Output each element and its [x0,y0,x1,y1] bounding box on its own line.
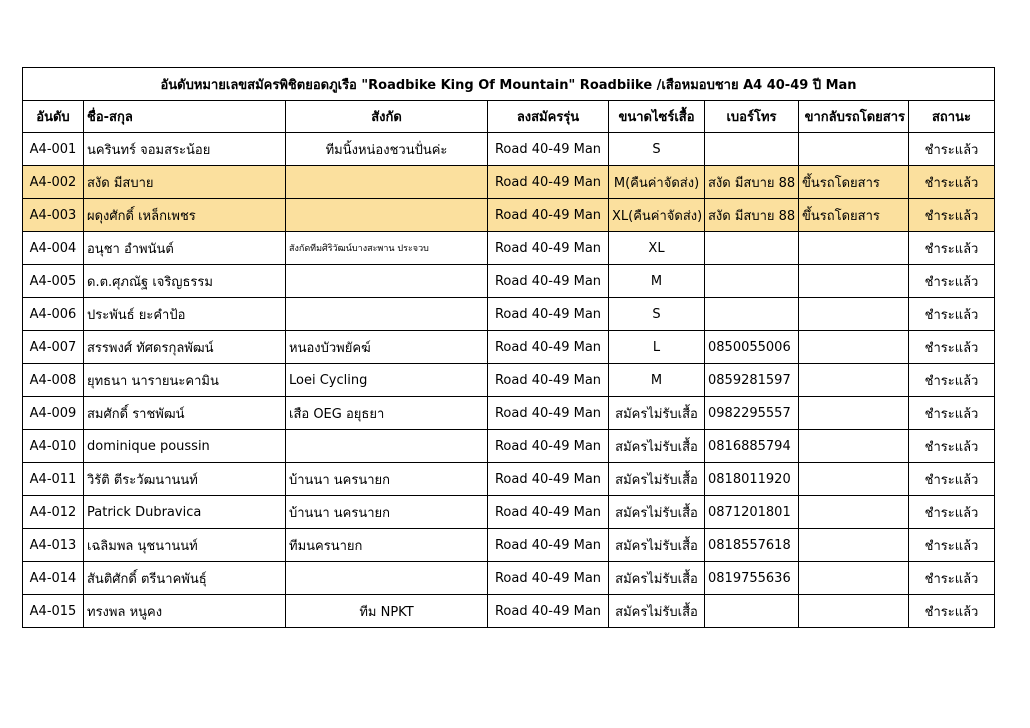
cell-return-bus [799,133,909,166]
cell-status: ชำระแล้ว [909,364,995,397]
header-name: ชื่อ-สกุล [84,101,286,133]
table-row [23,133,995,166]
cell-rank: A4-006 [23,298,84,331]
table-row [23,562,995,595]
cell-return-bus [799,397,909,430]
cell-return-bus [799,562,909,595]
cell-club [286,166,488,199]
cell-category: Road 40-49 Man [488,463,609,496]
cell-status: ชำระแล้ว [909,430,995,463]
cell-shirt-size: M [609,364,705,397]
header-shirt-size: ขนาดไซร์เสื้อ [609,101,705,133]
cell-rank: A4-013 [23,529,84,562]
cell-phone: 0871201801 [705,496,799,529]
cell-club: หนองบัวพยัคฆ์ [286,331,488,364]
cell-status: ชำระแล้ว [909,232,995,265]
cell-rank: A4-002 [23,166,84,199]
cell-rank: A4-008 [23,364,84,397]
cell-return-bus [799,430,909,463]
cell-rank: A4-009 [23,397,84,430]
cell-shirt-size: XL [609,232,705,265]
cell-name: สมศักดิ์ ราชพัฒน์ [84,397,286,430]
header-row [23,101,995,133]
table-row [23,430,995,463]
header-status: สถานะ [909,101,995,133]
cell-name: ทรงพล หนูคง [84,595,286,628]
cell-club: บ้านนา นครนายก [286,463,488,496]
header-club: สังกัด [286,101,488,133]
cell-status: ชำระแล้ว [909,166,995,199]
cell-category: Road 40-49 Man [488,133,609,166]
cell-status: ชำระแล้ว [909,298,995,331]
cell-return-bus [799,364,909,397]
cell-return-bus [799,265,909,298]
title-row [23,68,995,101]
header-phone: เบอร์โทร [705,101,799,133]
cell-shirt-size: XL(คืนค่าจัดส่ง) [609,199,705,232]
cell-return-bus: ขึ้นรถโดยสาร [799,199,909,232]
cell-category: Road 40-49 Man [488,397,609,430]
table-row [23,364,995,397]
cell-club [286,199,488,232]
cell-club: ทีมนิ้งหน่องชวนปั่นค่ะ [286,133,488,166]
cell-phone [705,232,799,265]
cell-return-bus [799,496,909,529]
cell-status: ชำระแล้ว [909,463,995,496]
cell-phone: 0819755636 [705,562,799,595]
registration-table [22,67,995,628]
cell-status: ชำระแล้ว [909,331,995,364]
header-category: ลงสมัครรุ่น [488,101,609,133]
cell-club [286,298,488,331]
cell-phone: 0850055006 [705,331,799,364]
cell-phone [705,133,799,166]
cell-phone: 0859281597 [705,364,799,397]
cell-category: Road 40-49 Man [488,331,609,364]
cell-status: ชำระแล้ว [909,199,995,232]
cell-shirt-size: สมัครไม่รับเสื้อ [609,562,705,595]
cell-category: Road 40-49 Man [488,562,609,595]
cell-return-bus [799,331,909,364]
cell-rank: A4-003 [23,199,84,232]
cell-shirt-size: สมัครไม่รับเสื้อ [609,595,705,628]
cell-return-bus [799,529,909,562]
table-row [23,529,995,562]
cell-phone: 0818011920 [705,463,799,496]
cell-shirt-size: S [609,298,705,331]
cell-category: Road 40-49 Man [488,166,609,199]
cell-club: สังกัดทีมศิริวัฒน์บางสะพาน ประจวบ [286,232,488,265]
cell-club: Loei Cycling [286,364,488,397]
cell-phone [705,265,799,298]
table-row [23,496,995,529]
cell-category: Road 40-49 Man [488,496,609,529]
cell-category: Road 40-49 Man [488,298,609,331]
cell-category: Road 40-49 Man [488,529,609,562]
cell-club: เสือ OEG อยุธยา [286,397,488,430]
cell-return-bus [799,232,909,265]
cell-name: ประพันธ์ ยะคำป้อ [84,298,286,331]
cell-rank: A4-014 [23,562,84,595]
cell-category: Road 40-49 Man [488,265,609,298]
cell-rank: A4-012 [23,496,84,529]
cell-name: อนุชา อำพนันต์ [84,232,286,265]
cell-rank: A4-015 [23,595,84,628]
cell-status: ชำระแล้ว [909,595,995,628]
cell-return-bus: ขึ้นรถโดยสาร [799,166,909,199]
cell-rank: A4-005 [23,265,84,298]
cell-status: ชำระแล้ว [909,133,995,166]
table-row [23,463,995,496]
table-row [23,298,995,331]
cell-status: ชำระแล้ว [909,496,995,529]
sheet-title: อันดับหมายเลขสมัครพิชิตยอดภูเรือ "Roadbike King Of Mountain" Roadbiike /เสือหมอบชาย A4 40-49 ปี Man [23,68,995,101]
cell-club: ทีม NPKT [286,595,488,628]
cell-club: ทีมนครนายก [286,529,488,562]
cell-rank: A4-001 [23,133,84,166]
registration-sheet [22,67,994,628]
table-body [23,133,995,628]
cell-name: ด.ต.ศุภณัฐ เจริญธรรม [84,265,286,298]
cell-name: นครินทร์ จอมสระน้อย [84,133,286,166]
table-row [23,331,995,364]
cell-shirt-size: สมัครไม่รับเสื้อ [609,397,705,430]
header-return-bus: ขากลับรถโดยสาร [799,101,909,133]
cell-status: ชำระแล้ว [909,562,995,595]
cell-category: Road 40-49 Man [488,364,609,397]
cell-name: วิรัติ ตีระวัฒนานนท์ [84,463,286,496]
cell-status: ชำระแล้ว [909,265,995,298]
cell-shirt-size: L [609,331,705,364]
cell-phone: 0816885794 [705,430,799,463]
cell-phone [705,595,799,628]
cell-shirt-size: สมัครไม่รับเสื้อ [609,496,705,529]
table-row [23,397,995,430]
cell-rank: A4-004 [23,232,84,265]
cell-phone: สงัด มีสบาย 88 [705,166,799,199]
cell-category: Road 40-49 Man [488,199,609,232]
cell-phone: 0818557618 [705,529,799,562]
cell-category: Road 40-49 Man [488,430,609,463]
cell-phone: สงัด มีสบาย 88 [705,199,799,232]
cell-club: บ้านนา นครนายก [286,496,488,529]
cell-status: ชำระแล้ว [909,397,995,430]
cell-phone: 0982295557 [705,397,799,430]
cell-shirt-size: M(คืนค่าจัดส่ง) [609,166,705,199]
cell-rank: A4-010 [23,430,84,463]
table-row [23,595,995,628]
cell-name: สรรพงศ์ ทัศดรกุลพัฒน์ [84,331,286,364]
cell-return-bus [799,298,909,331]
table-row [23,265,995,298]
cell-name: สันติศักดิ์ ตรีนาคพันธุ์ [84,562,286,595]
cell-club [286,562,488,595]
cell-return-bus [799,463,909,496]
cell-category: Road 40-49 Man [488,232,609,265]
header-rank: อันดับ [23,101,84,133]
cell-name: dominique poussin [84,430,286,463]
cell-status: ชำระแล้ว [909,529,995,562]
cell-shirt-size: สมัครไม่รับเสื้อ [609,463,705,496]
cell-shirt-size: S [609,133,705,166]
cell-rank: A4-011 [23,463,84,496]
cell-name: ยุทธนา นารายนะคามิน [84,364,286,397]
cell-rank: A4-007 [23,331,84,364]
cell-club [286,265,488,298]
cell-name: ผดุงศักดิ์ เหล็กเพชร [84,199,286,232]
cell-shirt-size: สมัครไม่รับเสื้อ [609,430,705,463]
cell-return-bus [799,595,909,628]
cell-category: Road 40-49 Man [488,595,609,628]
cell-phone [705,298,799,331]
cell-name: เฉลิมพล นุชนานนท์ [84,529,286,562]
cell-name: สงัด มีสบาย [84,166,286,199]
cell-name: Patrick Dubravica [84,496,286,529]
table-row [23,199,995,232]
cell-shirt-size: M [609,265,705,298]
table-row [23,232,995,265]
cell-club [286,430,488,463]
table-row [23,166,995,199]
cell-shirt-size: สมัครไม่รับเสื้อ [609,529,705,562]
